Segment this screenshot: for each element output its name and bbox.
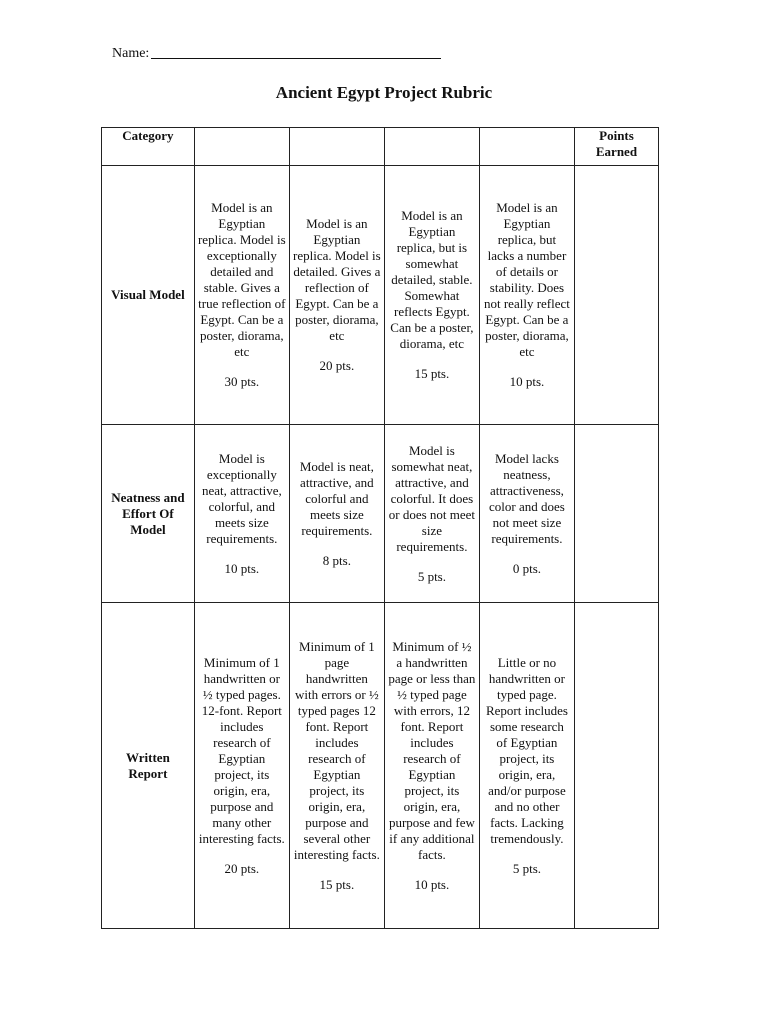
points-earned-cell[interactable] — [574, 603, 658, 929]
points-earned-cell[interactable] — [574, 166, 658, 425]
table-row — [102, 603, 659, 929]
column-header-level-1 — [194, 128, 289, 166]
points-value: 10 pts. — [224, 560, 260, 576]
criteria-text: Model is an Egyptian replica. Model is exceptionally detailed and stable. Gives a true reflection of Egypt. Can be a poster, diorama, etc — [197, 200, 286, 359]
criteria-cell — [384, 603, 479, 929]
column-header-points-earned: Points Earned — [574, 128, 658, 166]
category-cell: Neatness and Effort Of Model — [102, 425, 195, 603]
criteria-cell — [479, 166, 574, 425]
criteria-text: Model lacks neatness, attractiveness, color and does not meet size requirements. — [489, 450, 565, 546]
rubric-table — [101, 127, 659, 929]
page-title: Ancient Egypt Project Rubric — [275, 83, 493, 102]
criteria-text: Model is an Egyptian replica, but lacks a number of details or stability. Does not really reflect Egypt. Can be a poster, diorama, etc — [483, 200, 570, 359]
criteria-cell — [194, 603, 289, 929]
header-row — [102, 128, 659, 166]
table-row — [102, 425, 659, 603]
criteria-cell — [289, 166, 384, 425]
points-value: 30 pts. — [224, 374, 260, 389]
criteria-cell — [194, 166, 289, 425]
name-label: Name: — [112, 46, 150, 61]
criteria-text: Model is neat, attractive, and colorful and meets size requirements. — [299, 458, 374, 538]
points-value: 5 pts. — [417, 568, 446, 584]
points-value: 15 pts. — [319, 876, 355, 892]
name-field[interactable] — [112, 46, 441, 62]
criteria-cell — [289, 603, 384, 929]
points-value: 8 pts. — [322, 552, 351, 568]
criteria-cell — [384, 425, 479, 603]
criteria-text: Model is an Egyptian replica, but is somewhat detailed, stable. Somewhat reflects Egypt. Can be a poster, diorama, etc — [390, 208, 474, 351]
criteria-text: Minimum of 1 handwritten or ½ typed pages. 12-font. Report includes research of Egyptian project, its origin, era, purpose and many other interesting facts. — [198, 654, 285, 846]
points-earned-cell[interactable] — [574, 425, 658, 603]
column-header-level-2 — [289, 128, 384, 166]
points-value: 5 pts. — [512, 860, 542, 876]
points-value: 10 pts. — [414, 876, 450, 892]
points-value: 10 pts. — [509, 374, 545, 389]
criteria-text: Model is an Egyptian replica. Model is detailed. Gives a reflection of Egypt. Can be a poster, diorama, etc — [293, 216, 381, 343]
points-value: 0 pts. — [512, 560, 542, 576]
criteria-text: Minimum of 1 page handwritten with errors or ½ typed pages 12 font. Report includes research of Egyptian project, its origin, era, purpose and several other interesting facts. — [293, 638, 380, 862]
column-header-category: Category — [102, 128, 195, 166]
name-blank-line[interactable] — [151, 57, 441, 59]
table-row — [102, 166, 659, 425]
column-header-level-3 — [384, 128, 479, 166]
criteria-cell — [289, 425, 384, 603]
category-cell: Written Report — [102, 603, 195, 929]
points-value: 20 pts. — [319, 358, 355, 373]
points-value: 15 pts. — [414, 366, 450, 381]
category-cell: Visual Model — [102, 166, 195, 425]
criteria-text: Model is somewhat neat, attractive, and colorful. It does or does not meet size requirements. — [388, 442, 476, 554]
criteria-cell — [479, 425, 574, 603]
criteria-cell — [384, 166, 479, 425]
criteria-text: Little or no handwritten or typed page. Report includes some research of Egyptian project, its origin, era, and/or purpose and no other facts. Lacking tremendously. — [485, 654, 568, 846]
points-value: 20 pts. — [224, 860, 260, 876]
criteria-cell — [194, 425, 289, 603]
criteria-text: Model is exceptionally neat, attractive, colorful, and meets size requirements. — [201, 450, 282, 546]
column-header-level-4 — [479, 128, 574, 166]
criteria-cell — [479, 603, 574, 929]
criteria-text: Minimum of ½ a handwritten page or less than ½ typed page with errors, 12 font. Report includes research of Egyptian project, its origin, era, purpose and few if any additional facts. — [388, 638, 476, 862]
